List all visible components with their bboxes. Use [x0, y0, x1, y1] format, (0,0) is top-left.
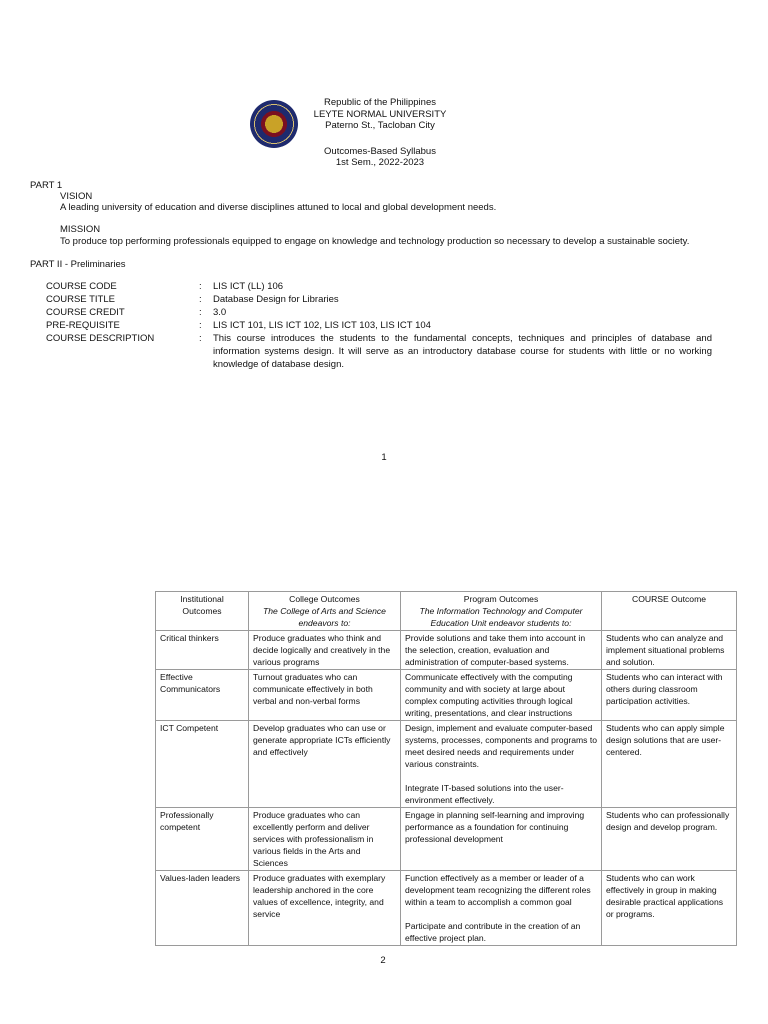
- table-row: [156, 871, 737, 946]
- prerequisite-label: PRE-REQUISITE: [46, 320, 120, 331]
- page-number-2: 2: [380, 955, 386, 966]
- header-title: Institutional Outcomes: [180, 594, 224, 616]
- part1-title: PART 1: [30, 180, 63, 191]
- header-country: Republic of the Philippines: [324, 97, 436, 108]
- header-institutional-outcomes: [156, 592, 249, 631]
- college-outcome-cell: Produce graduates who think and decide logically and creatively in the various programs: [249, 631, 401, 670]
- table-header-row: [156, 592, 737, 631]
- course-title-row: [46, 294, 716, 307]
- course-description-label: COURSE DESCRIPTION: [46, 333, 155, 344]
- program-outcome-cell: [401, 670, 602, 721]
- course-title-value: Database Design for Libraries: [213, 294, 339, 305]
- program-outcome-cell: [401, 871, 602, 946]
- header-title: COURSE Outcome: [631, 594, 707, 604]
- college-outcome-cell: Produce graduates who can excellently perform and deliver services with professionalism in various fields in the Arts and Sciences: [249, 808, 401, 871]
- course-title-label: COURSE TITLE: [46, 294, 115, 305]
- program-outcome-text-2: Participate and contribute in the creation of an effective project plan.: [405, 921, 581, 943]
- header-subtitle: The Information Technology and Computer Education Unit endeavor students to:: [419, 606, 583, 628]
- program-outcome-text-2: Integrate IT-based solutions into the user-environment effectively.: [405, 783, 564, 805]
- header-program-outcomes: [401, 592, 602, 631]
- separator: :: [199, 320, 202, 331]
- program-outcome-cell: [401, 721, 602, 808]
- college-outcome-cell: Produce graduates with exemplary leadership anchored in the core values of excellence, integrity, and service: [249, 871, 401, 946]
- program-outcome-text: Function effectively as a member or leader of a development team recognizing the different roles within a team to accomplish a common goal: [405, 873, 591, 907]
- program-outcome-text: Communicate effectively with the computing community and with society at large about complex computing activities through logical writing, presentations, and clear instructions: [405, 672, 573, 718]
- table-row: [156, 721, 737, 808]
- header-university: LEYTE NORMAL UNIVERSITY: [313, 109, 447, 120]
- course-description-value: This course introduces the students to the fundamental concepts, techniques and principles of database and information systems design. It will serve as an introductory database course for students with little or no working knowledge of database design.: [213, 333, 712, 370]
- program-outcome-text: Design, implement and evaluate computer-based systems, processes, components and programs to meet desired needs and requirements under various constraints.: [405, 723, 598, 769]
- course-outcome-cell: Students who can analyze and implement situational problems and solution.: [602, 631, 737, 670]
- vision-label: VISION: [60, 191, 93, 202]
- header-subtitle: The College of Arts and Science endeavors to:: [263, 606, 386, 628]
- mission-text: To produce top performing professionals equipped to engage on knowledge and technology production so necessary to develop a sustainable society.: [60, 236, 690, 247]
- course-code-value: LIS ICT (LL) 106: [213, 281, 284, 292]
- separator: :: [199, 281, 202, 292]
- course-outcome-cell: Students who can apply simple design solutions that are user-centered.: [602, 721, 737, 808]
- institutional-outcome-cell: Effective Communicators: [156, 670, 249, 721]
- separator: :: [199, 294, 202, 305]
- part2-title: PART II - Preliminaries: [30, 259, 126, 270]
- course-outcome-cell: Students who can interact with others during classroom participation activities.: [602, 670, 737, 721]
- prerequisite-value: LIS ICT 101, LIS ICT 102, LIS ICT 103, LIS ICT 104: [213, 320, 431, 331]
- header-address: Paterno St., Tacloban City: [325, 120, 435, 131]
- course-code-label: COURSE CODE: [46, 281, 117, 292]
- separator: :: [199, 333, 202, 344]
- course-outcome-cell: Students who can work effectively in group in making desirable practical applications or programs.: [602, 871, 737, 946]
- outcomes-table: [155, 591, 737, 946]
- college-outcome-cell: Turnout graduates who can communicate effectively in both verbal and non-verbal forms: [249, 670, 401, 721]
- table-row: [156, 670, 737, 721]
- college-outcome-cell: Develop graduates who can use or generate appropriate ICTs efficiently and effectively: [249, 721, 401, 808]
- institutional-outcome-cell: ICT Competent: [156, 721, 249, 808]
- program-outcome-cell: [401, 808, 602, 871]
- institutional-outcome-cell: Values-laden leaders: [156, 871, 249, 946]
- header-syllabus-type: Outcomes-Based Syllabus: [324, 146, 436, 157]
- page-number-1: 1: [381, 452, 387, 463]
- program-outcome-text: Provide solutions and take them into account in the selection, creation, evaluation and administration of computer-based systems.: [405, 633, 586, 667]
- institutional-outcome-cell: Critical thinkers: [156, 631, 249, 670]
- table-row: [156, 631, 737, 670]
- institutional-outcome-cell: Professionally competent: [156, 808, 249, 871]
- separator: :: [199, 307, 202, 318]
- header-title: Program Outcomes: [463, 594, 539, 604]
- course-outcome-cell: Students who can professionally design and develop program.: [602, 808, 737, 871]
- header-college-outcomes: [249, 592, 401, 631]
- mission-label: MISSION: [60, 224, 101, 235]
- course-credit-label: COURSE CREDIT: [46, 307, 125, 318]
- header-semester: 1st Sem., 2022-2023: [335, 157, 425, 168]
- program-outcome-cell: [401, 631, 602, 670]
- course-credit-value: 3.0: [213, 307, 227, 318]
- vision-text: A leading university of education and diverse disciplines attuned to local and global development needs.: [60, 202, 497, 213]
- program-outcome-text: Engage in planning self-learning and improving performance as a foundation for continuing professional development: [405, 810, 585, 844]
- header-course-outcome: [602, 592, 737, 631]
- course-credit-row: [46, 307, 716, 320]
- course-code-row: [46, 281, 716, 294]
- table-row: [156, 808, 737, 871]
- header-title: College Outcomes: [289, 594, 360, 604]
